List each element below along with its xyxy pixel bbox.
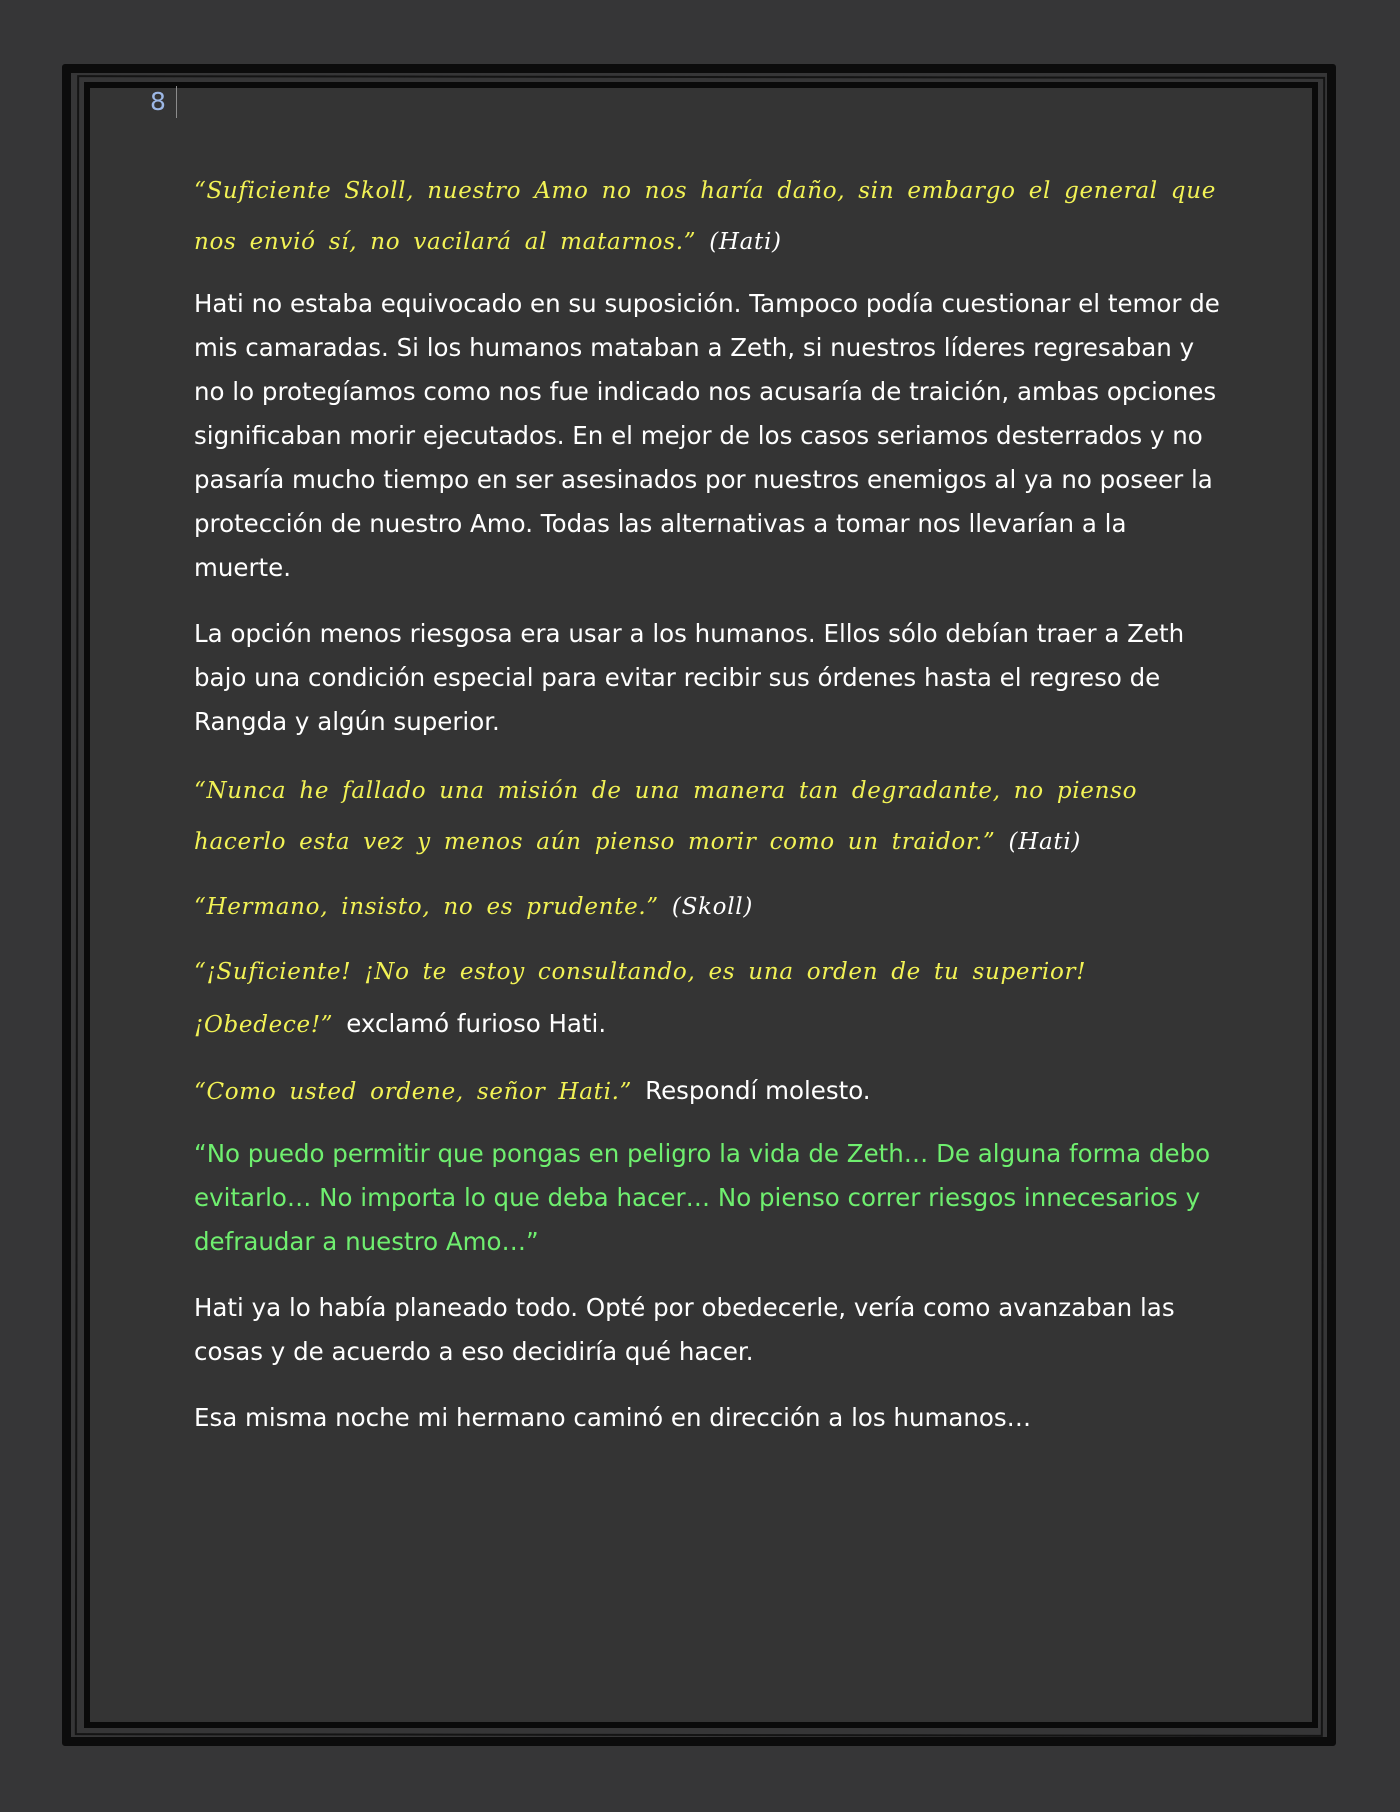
dialogue-hati-1 [194, 166, 1224, 268]
dialogue-text: “Hermano, insisto, no es prudente.” [194, 894, 659, 920]
speaker-tag: (Hati) [709, 229, 782, 255]
dialogue-text: “Suficiente Skoll, nuestro Amo no nos haría daño, sin embargo el general que nos envió sí, no vacilará al matarnos.” [194, 178, 1217, 255]
dialogue-text: “Nunca he fallado una misión de una manera tan degradante, no pienso hacerlo esta vez y menos aún pienso morir como un traidor.” [194, 778, 1138, 855]
page-number: 8 [150, 86, 177, 118]
dialogue-hati-3 [194, 947, 1224, 1051]
speaker-tag: (Skoll) [671, 894, 753, 920]
dialogue-skoll-1 [194, 882, 1224, 933]
narration-tag: Respondí molesto. [645, 1076, 871, 1105]
narration-paragraph-1: Hati no estaba equivocado en su suposición. Tampoco podía cuestionar el temor de mis camaradas. Si los humanos mataban a Zeth, si nuestros líderes regresaban y no lo protegíamos como nos fue indicado nos acusaría de traición, ambas opciones significaban morir ejecutados. En el mejor de los casos seriamos desterrados y no pasaría mucho tiempo en ser asesinados por nuestros enemigos al ya no poseer la protección de nuestro Amo. Todas las alternativas a tomar nos llevarían a la muerte. [194, 289, 1220, 582]
dialogue-hati-2 [194, 766, 1224, 868]
narration-paragraph-3: Hati ya lo había planeado todo. Opté por obedecerle, vería como avanzaban las cosas y de acuerdo a eso decidiría qué hacer. [194, 1293, 1175, 1366]
narration-paragraph-2: La opción menos riesgosa era usar a los humanos. Ellos sólo debían traer a Zeth bajo una condición especial para evitar recibir sus órdenes hasta el regreso de Rangda y algún superior. [194, 619, 1185, 736]
narration-tag: exclamó furioso Hati. [346, 1009, 607, 1038]
page-body [194, 166, 1224, 1462]
inner-thought: “No puedo permitir que pongas en peligro la vida de Zeth… De alguna forma debo evitarlo… No importa lo que deba hacer… No pienso correr riesgos innecesarios y defraudar a nuestro Amo…” [194, 1139, 1211, 1256]
dialogue-text: “Como usted ordene, señor Hati.” [194, 1079, 633, 1105]
narration-paragraph-4: Esa misma noche mi hermano caminó en dirección a los humanos… [194, 1403, 1032, 1432]
speaker-tag: (Hati) [1008, 829, 1082, 855]
dialogue-skoll-2 [194, 1065, 1224, 1118]
dialogue-text: “¡Suficiente! ¡No te estoy consultando, es una orden de tu superior! ¡Obedece!” [194, 959, 1087, 1038]
